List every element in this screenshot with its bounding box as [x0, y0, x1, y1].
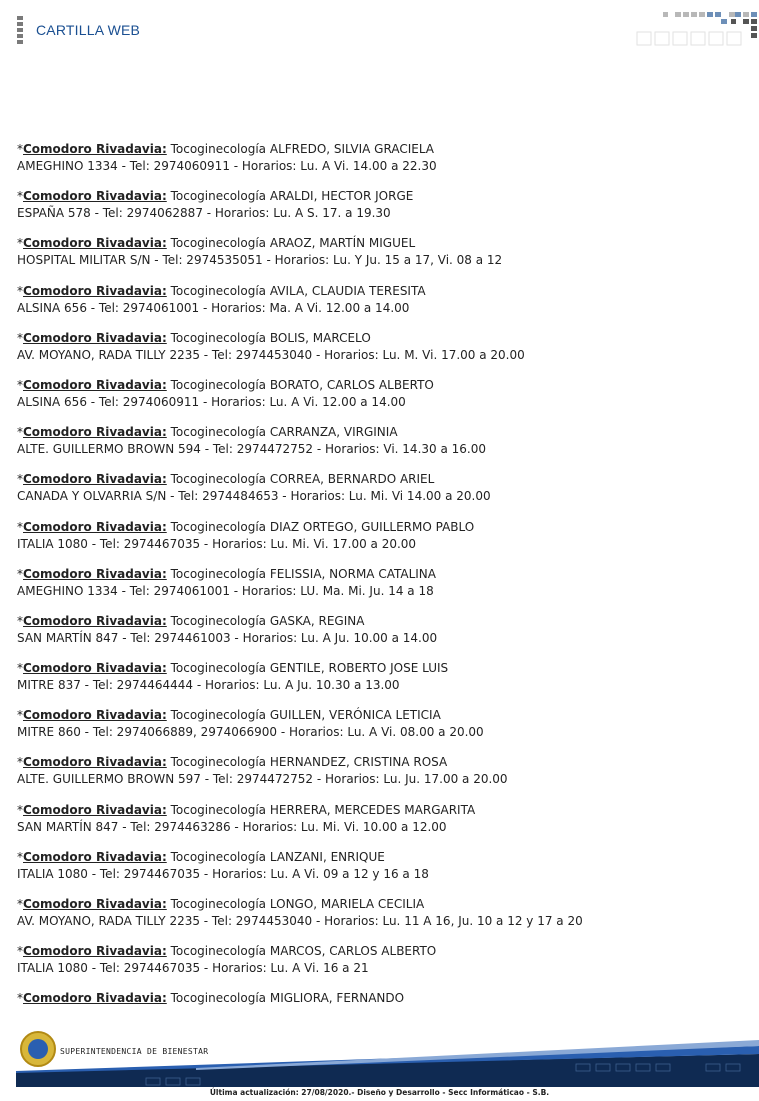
specialty: Tocoginecología	[170, 708, 267, 723]
entry-marker: *	[17, 142, 23, 156]
provider-details: MITRE 860 - Tel: 2974066889, 2974066900 - Horarios: Lu. A Vi. 08.00 a 20.00	[17, 725, 484, 740]
provider-entry	[17, 566, 747, 613]
provider-details: ESPAÑA 578 - Tel: 2974062887 - Horarios: Lu. A S. 17. a 19.30	[17, 206, 391, 221]
provider-heading	[17, 802, 747, 819]
city-label: Comodoro Rivadavia:	[23, 897, 167, 911]
city-label: Comodoro Rivadavia:	[23, 283, 167, 298]
specialty: Tocoginecología	[170, 897, 267, 911]
provider-heading	[17, 188, 747, 205]
provider-details: ALTE. GUILLERMO BROWN 597 - Tel: 2974472752 - Horarios: Lu. Ju. 17.00 a 20.00	[17, 772, 508, 787]
entry-marker: *	[17, 944, 23, 959]
provider-details: AV. MOYANO, RADA TILLY 2235 - Tel: 2974453040 - Horarios: Lu. M. Vi. 17.00 a 20.00	[17, 347, 525, 362]
provider-entry	[17, 660, 747, 707]
page-title: CARTILLA WEB	[36, 22, 141, 38]
provider-entry	[17, 519, 747, 566]
city-label: Comodoro Rivadavia:	[23, 755, 167, 770]
provider-entry	[17, 707, 747, 754]
specialty: Tocoginecología	[170, 755, 267, 770]
specialty: Tocoginecología	[170, 944, 267, 959]
provider-heading	[17, 566, 747, 583]
provider-details: ALSINA 656 - Tel: 2974060911 - Horarios: Lu. A Vi. 12.00 a 14.00	[17, 394, 406, 409]
provider-entry	[17, 754, 747, 801]
city-label: Comodoro Rivadavia:	[23, 944, 167, 959]
specialty: Tocoginecología	[170, 991, 267, 1006]
provider-name: GASKA, REGINA	[269, 613, 365, 628]
provider-details: HOSPITAL MILITAR S/N - Tel: 2974535051 - Horarios: Lu. Y Ju. 15 a 17, Vi. 08 a 12	[17, 253, 503, 268]
provider-name: ARALDI, HECTOR JORGE	[269, 189, 414, 204]
provider-name: CARRANZA, VIRGINIA	[269, 425, 398, 440]
specialty: Tocoginecología	[170, 613, 267, 628]
provider-name: HERNANDEZ, CRISTINA ROSA	[269, 755, 448, 770]
provider-entry	[17, 896, 747, 943]
city-label: Comodoro Rivadavia:	[23, 708, 167, 723]
entry-marker: *	[17, 377, 23, 392]
specialty: Tocoginecología	[170, 189, 267, 204]
city-label: Comodoro Rivadavia:	[23, 613, 167, 628]
specialty: Tocoginecología	[170, 425, 267, 440]
specialty: Tocoginecología	[170, 330, 267, 345]
provider-heading	[17, 707, 747, 724]
provider-heading	[17, 660, 747, 677]
specialty: Tocoginecología	[170, 519, 267, 534]
entry-marker: *	[17, 283, 23, 298]
city-label: Comodoro Rivadavia:	[23, 661, 167, 676]
entry-marker: *	[17, 472, 23, 487]
city-label: Comodoro Rivadavia:	[23, 189, 167, 204]
provider-name: ALFREDO, SILVIA GRACIELA	[269, 142, 435, 156]
provider-entry	[17, 424, 747, 471]
page-footer	[0, 1025, 759, 1101]
specialty: Tocoginecología	[170, 802, 267, 817]
provider-name: ARAOZ, MARTÍN MIGUEL	[269, 236, 416, 251]
provider-name: GENTILE, ROBERTO JOSE LUIS	[269, 661, 449, 676]
provider-entry	[17, 943, 747, 990]
provider-entry	[17, 613, 747, 660]
city-label: Comodoro Rivadavia:	[23, 236, 167, 251]
provider-heading	[17, 990, 747, 1007]
city-label: Comodoro Rivadavia:	[23, 142, 167, 156]
provider-heading	[17, 377, 747, 394]
city-label: Comodoro Rivadavia:	[23, 849, 167, 864]
provider-details: ALTE. GUILLERMO BROWN 594 - Tel: 2974472752 - Horarios: Vi. 14.30 a 16.00	[17, 442, 486, 457]
provider-name: DIAZ ORTEGO, GUILLERMO PABLO	[269, 519, 475, 534]
provider-name: CORREA, BERNARDO ARIEL	[269, 472, 435, 487]
city-label: Comodoro Rivadavia:	[23, 566, 167, 581]
city-label: Comodoro Rivadavia:	[23, 377, 167, 392]
entry-marker: *	[17, 991, 23, 1006]
provider-entry	[17, 330, 747, 377]
entry-marker: *	[17, 755, 23, 770]
provider-name: BOLIS, MARCELO	[269, 330, 371, 345]
provider-name: AVILA, CLAUDIA TERESITA	[269, 283, 426, 298]
specialty: Tocoginecología	[170, 236, 267, 251]
provider-details: CANADA Y OLVARRIA S/N - Tel: 2974484653 - Horarios: Lu. Mi. Vi 14.00 a 20.00	[17, 489, 491, 504]
specialty: Tocoginecología	[170, 849, 267, 864]
provider-heading	[17, 943, 747, 960]
entry-marker: *	[17, 661, 23, 676]
entry-marker: *	[17, 802, 23, 817]
provider-details: ITALIA 1080 - Tel: 2974467035 - Horarios: Lu. Mi. Vi. 17.00 a 20.00	[17, 536, 417, 551]
provider-details: SAN MARTÍN 847 - Tel: 2974461003 - Horarios: Lu. A Ju. 10.00 a 14.00	[17, 630, 438, 645]
provider-details: SAN MARTÍN 847 - Tel: 2974463286 - Horarios: Lu. Mi. Vi. 10.00 a 12.00	[17, 819, 447, 834]
provider-details: ITALIA 1080 - Tel: 2974467035 - Horarios: Lu. A Vi. 09 a 12 y 16 a 18	[17, 866, 429, 881]
entry-marker: *	[17, 613, 23, 628]
entry-marker: *	[17, 236, 23, 251]
city-label: Comodoro Rivadavia:	[23, 802, 167, 817]
provider-entry	[17, 471, 747, 518]
city-label: Comodoro Rivadavia:	[23, 519, 167, 534]
entry-marker: *	[17, 330, 23, 345]
provider-details: AMEGHINO 1334 - Tel: 2974061001 - Horarios: LU. Ma. Mi. Ju. 14 a 18	[17, 583, 434, 598]
provider-heading	[17, 896, 747, 913]
provider-heading	[17, 424, 747, 441]
specialty: Tocoginecología	[170, 283, 267, 298]
specialty: Tocoginecología	[170, 472, 267, 487]
institution-seal-icon	[20, 1031, 56, 1067]
entry-marker: *	[17, 708, 23, 723]
organization-name: SUPERINTENDENCIA DE BIENESTAR	[60, 1047, 209, 1056]
provider-name: GUILLEN, VERÓNICA LETICIA	[269, 708, 441, 723]
footer-update-note: Última actualización: 27/08/2020.- Diseño y Desarrollo - Secc Informáticao - S.B.	[209, 1088, 550, 1097]
provider-entry	[17, 849, 747, 896]
entry-marker: *	[17, 189, 23, 204]
provider-entry	[17, 235, 747, 282]
entry-marker: *	[17, 425, 23, 440]
provider-details: MITRE 837 - Tel: 2974464444 - Horarios: Lu. A Ju. 10.30 a 13.00	[17, 678, 400, 693]
provider-name: BORATO, CARLOS ALBERTO	[269, 377, 434, 392]
provider-name: HERRERA, MERCEDES MARGARITA	[269, 802, 476, 817]
provider-heading	[17, 471, 747, 488]
specialty: Tocoginecología	[170, 661, 267, 676]
entry-marker: *	[17, 566, 23, 581]
provider-entry	[17, 188, 747, 235]
city-label: Comodoro Rivadavia:	[23, 330, 167, 345]
specialty: Tocoginecología	[170, 566, 267, 581]
provider-entry	[17, 377, 747, 424]
provider-heading	[17, 613, 747, 630]
city-label: Comodoro Rivadavia:	[23, 425, 167, 440]
provider-heading	[17, 141, 747, 158]
provider-list	[17, 141, 747, 1038]
provider-details: AV. MOYANO, RADA TILLY 2235 - Tel: 2974453040 - Horarios: Lu. 11 A 16, Ju. 10 a 12 y 17 a 20	[17, 914, 583, 928]
provider-name: MIGLIORA, FERNANDO	[269, 991, 405, 1006]
city-label: Comodoro Rivadavia:	[23, 991, 167, 1006]
provider-heading	[17, 235, 747, 252]
header-pixel-pattern	[635, 10, 759, 48]
provider-heading	[17, 330, 747, 347]
entry-marker: *	[17, 849, 23, 864]
provider-entry	[17, 141, 747, 188]
provider-heading	[17, 283, 747, 300]
provider-entry	[17, 283, 747, 330]
specialty: Tocoginecología	[170, 142, 267, 156]
provider-name: FELISSIA, NORMA CATALINA	[269, 566, 436, 581]
provider-details: ITALIA 1080 - Tel: 2974467035 - Horarios: Lu. A Vi. 16 a 21	[17, 961, 369, 976]
header-accent-bar	[17, 16, 23, 46]
entry-marker: *	[17, 519, 23, 534]
page-header	[0, 0, 759, 60]
city-label: Comodoro Rivadavia:	[23, 472, 167, 487]
entry-marker: *	[17, 897, 23, 911]
provider-heading	[17, 849, 747, 866]
provider-entry	[17, 802, 747, 849]
provider-name: MARCOS, CARLOS ALBERTO	[269, 944, 437, 959]
provider-heading	[17, 754, 747, 771]
provider-details: AMEGHINO 1334 - Tel: 2974060911 - Horarios: Lu. A Vi. 14.00 a 22.30	[17, 159, 437, 173]
provider-heading	[17, 519, 747, 536]
specialty: Tocoginecología	[170, 377, 267, 392]
provider-name: LANZANI, ENRIQUE	[269, 849, 385, 864]
provider-details: ALSINA 656 - Tel: 2974061001 - Horarios: Ma. A Vi. 12.00 a 14.00	[17, 300, 410, 315]
provider-name: LONGO, MARIELA CECILIA	[269, 897, 425, 911]
